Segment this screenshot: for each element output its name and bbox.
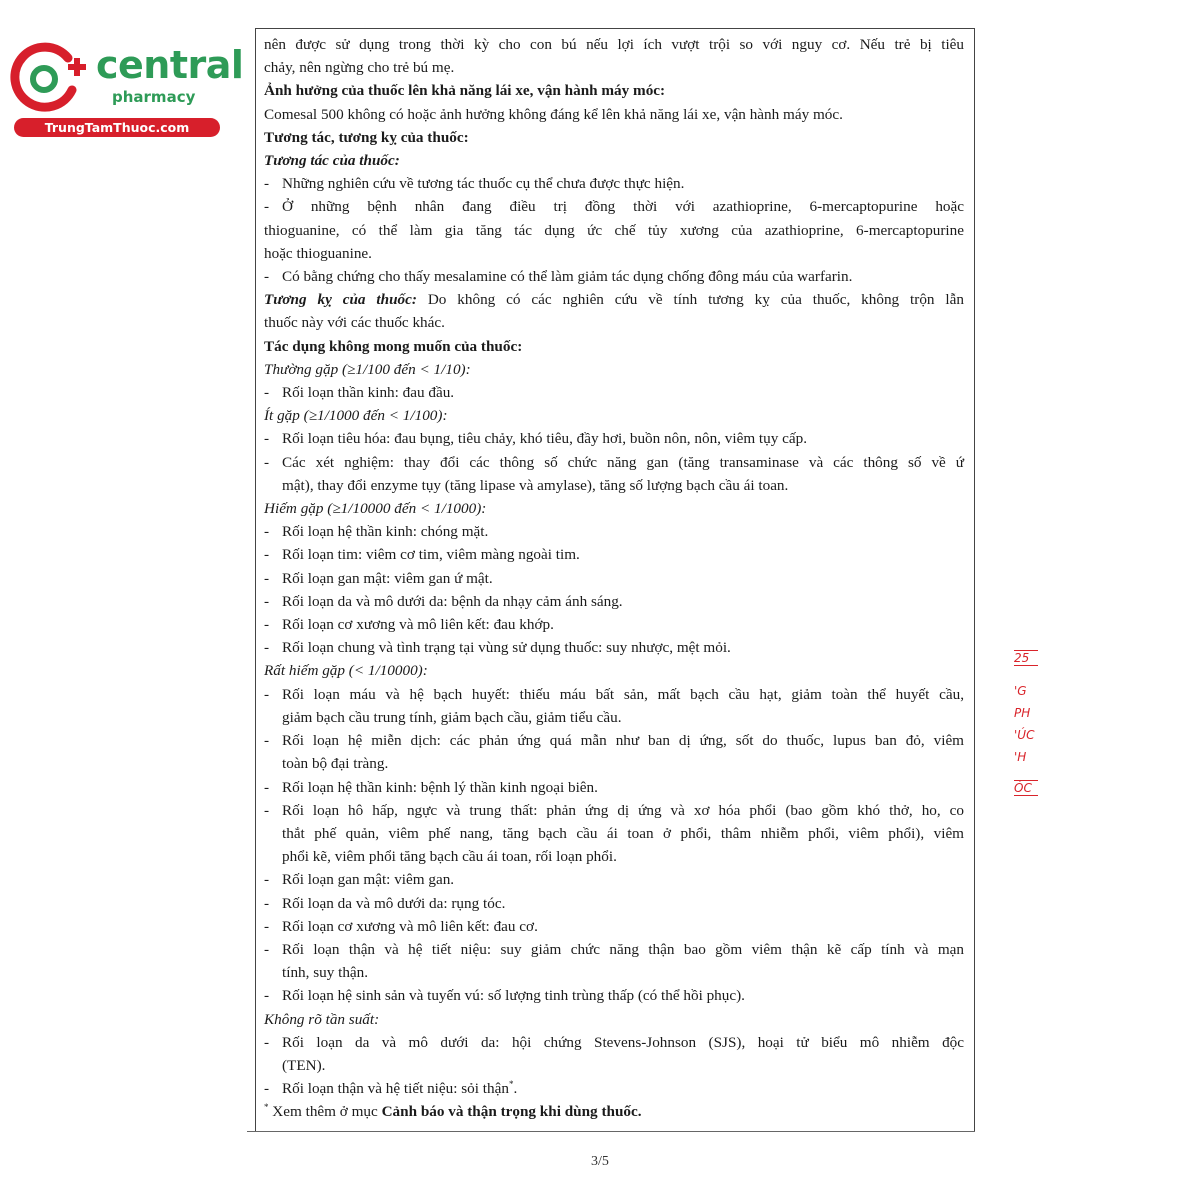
list-item-text: Rối loạn hệ thần kinh: chóng mặt.: [282, 523, 489, 541]
frequency-label-common: Thường gặp (≥1/100 đến < 1/10):: [264, 360, 471, 378]
frequency-label-unknown: Không rõ tần suất:: [264, 1010, 380, 1028]
text-line: phổi kẽ, viêm phổi tăng bạch cầu ái toan, rối loạn phổi.: [282, 848, 617, 866]
list-item-text: Rối loạn hệ sinh sản và tuyến vú: số lượng tinh trùng thấp (có thể hồi phục).: [282, 987, 745, 1005]
text-line: chảy, nên ngừng cho trẻ bú mẹ.: [264, 59, 455, 77]
document-content: [264, 33, 964, 1124]
bullet-dash: -: [264, 546, 270, 564]
list-item-text: Rối loạn tim: viêm cơ tim, viêm màng ngoài tim.: [282, 546, 580, 564]
bullet-dash: -: [264, 523, 270, 541]
subheading-interactions: Tương tác của thuốc:: [264, 152, 400, 170]
text-line: Comesal 500 không có hoặc ảnh hưởng không đáng kể lên khả năng lái xe, vận hành máy móc.: [264, 105, 843, 123]
text-line: giảm bạch cầu trung tính, giảm bạch cầu, giảm tiểu cầu.: [282, 708, 622, 726]
text-line: mật), thay đổi enzyme tụy (tăng lipase và amylase), tăng số lượng bạch cầu ái toan.: [282, 476, 789, 494]
list-item-text: Rối loạn da và mô dưới da: rụng tóc.: [282, 894, 506, 912]
incompatibility-paragraph: [264, 288, 964, 311]
list-item: [264, 1031, 964, 1054]
list-item: [264, 451, 964, 474]
logo-subtitle: pharmacy: [112, 88, 196, 106]
bullet-dash: -: [264, 175, 270, 193]
list-item-text: Rối loạn gan mật: viêm gan ứ mật.: [282, 569, 493, 587]
text-line: tính, suy thận.: [282, 964, 369, 982]
frequency-label-rare: Hiếm gặp (≥1/10000 đến < 1/1000):: [264, 500, 487, 518]
approval-stamp-fragment: [1014, 640, 1042, 810]
bullet-dash: -: [264, 616, 270, 634]
stamp-text: 'G: [1014, 684, 1027, 698]
stamp-text: 25: [1014, 650, 1038, 666]
stamp-text: 'ÚC: [1014, 728, 1035, 742]
text-line: thuốc này với các thuốc khác.: [264, 314, 445, 332]
list-item: [264, 381, 964, 404]
list-item-text: Có bằng chứng cho thấy mesalamine có thể làm giảm tác dụng chống đông máu của warfarin.: [282, 268, 853, 286]
list-item: [264, 892, 964, 915]
bullet-dash: -: [264, 940, 270, 958]
list-item: [264, 427, 964, 450]
bullet-dash: -: [264, 569, 270, 587]
bullet-dash: -: [264, 268, 270, 286]
list-item: [264, 938, 964, 961]
bullet-dash: -: [264, 987, 270, 1005]
list-item: [264, 636, 964, 659]
bullet-dash: -: [264, 685, 270, 703]
stamp-text: 'H: [1014, 750, 1027, 764]
list-item-text: Rối loạn thận và hệ tiết niệu: suy giảm chức năng thận bao gồm viêm thận kẽ cấp tính và mạn: [282, 940, 964, 958]
list-item-text: Rối loạn cơ xương và mô liên kết: đau cơ.: [282, 917, 538, 935]
section-heading-adverse: Tác dụng không mong muốn của thuốc:: [264, 337, 523, 355]
list-item: [264, 984, 964, 1007]
list-item: [264, 265, 964, 288]
list-item: [264, 567, 964, 590]
footnote: [264, 1100, 964, 1123]
bullet-dash: -: [264, 801, 270, 819]
list-item: [264, 683, 964, 706]
text-span: Do không có các nghiên cứu về tính tương kỵ của thuốc, không trộn lẫn: [416, 291, 964, 309]
text-span: Rối loạn thận và hệ tiết niệu: sỏi thận: [282, 1080, 509, 1098]
list-item: [264, 868, 964, 891]
text-line: toàn bộ đại tràng.: [282, 755, 389, 773]
bullet-dash: -: [264, 430, 270, 448]
central-logo-icon: [10, 38, 92, 120]
list-item-text: Rối loạn thần kinh: đau đầu.: [282, 384, 455, 402]
list-item-text: Các xét nghiệm: thay đổi các thông số chức năng gan (tăng transaminase và các thông số về ứ: [282, 453, 964, 471]
list-item-text: Rối loạn gan mật: viêm gan.: [282, 871, 455, 889]
logo-site-banner: TrungTamThuoc.com: [14, 118, 220, 137]
bullet-dash: -: [264, 732, 270, 750]
footnote-reference: Cảnh báo và thận trọng khi dùng thuốc.: [381, 1103, 642, 1121]
bullet-dash: -: [264, 592, 270, 610]
section-heading-driving: Ảnh hưởng của thuốc lên khả năng lái xe, vận hành máy móc:: [264, 82, 666, 100]
document-page: [255, 28, 975, 1132]
list-item: [264, 172, 964, 195]
list-item: [264, 776, 964, 799]
list-item-text: Rối loạn hệ miễn dịch: các phản ứng quá mẫn như ban dị ứng, sốt do thuốc, lupus ban đỏ, viêm: [282, 732, 964, 750]
list-item: [264, 915, 964, 938]
list-item-text: Rối loạn cơ xương và mô liên kết: đau khớp.: [282, 616, 554, 634]
list-item: [264, 590, 964, 613]
bullet-dash: -: [264, 384, 270, 402]
list-item-text: Rối loạn da và mô dưới da: hội chứng Stevens-Johnson (SJS), hoại tử biểu mô nhiễm độc: [282, 1033, 964, 1051]
list-item: [264, 729, 964, 752]
list-item-text: Những nghiên cứu về tương tác thuốc cụ thể chưa được thực hiện.: [282, 175, 685, 193]
list-item: [264, 195, 964, 218]
bullet-dash: -: [264, 198, 270, 216]
frequency-label-uncommon: Ít gặp (≥1/1000 đến < 1/100):: [264, 407, 448, 425]
list-item-text: Rối loạn thận và hệ tiết niệu: sỏi thận*.: [282, 1079, 518, 1098]
list-item-text: Rối loạn da và mô dưới da: bệnh da nhạy cảm ánh sáng.: [282, 592, 623, 610]
subheading-incompatibility: Tương kỵ của thuốc:: [264, 291, 417, 309]
list-item-text: Rối loạn chung và tình trạng tại vùng sử dụng thuốc: suy nhược, mệt mỏi.: [282, 639, 731, 657]
bullet-dash: -: [264, 1033, 270, 1051]
list-item-text: Rối loạn tiêu hóa: đau bụng, tiêu chảy, khó tiêu, đầy hơi, buồn nôn, nôn, viêm tụy cấp.: [282, 430, 808, 448]
list-item-text: Rối loạn hô hấp, ngực và trung thất: phản ứng dị ứng và xơ hóa phổi (bao gồm khó thở, ho, co: [282, 801, 964, 819]
bullet-dash: -: [264, 778, 270, 796]
footnote-marker: *: [508, 1079, 514, 1090]
list-item: [264, 613, 964, 636]
brand-logo: [10, 38, 244, 138]
bullet-dash: -: [264, 1080, 270, 1098]
bullet-dash: -: [264, 639, 270, 657]
bullet-dash: -: [264, 894, 270, 912]
stamp-text: PH: [1014, 706, 1031, 720]
text-line: nên được sử dụng trong thời kỳ cho con bú nếu lợi ích vượt trội so với nguy cơ. Nếu trẻ bị tiêu: [264, 36, 964, 53]
text-line: thioguanine, có thể làm gia tăng tác dụng ức chế tủy xương của azathioprine, 6-mercaptopurine: [264, 221, 964, 239]
footnote-text: Xem thêm ở mục: [268, 1103, 382, 1121]
list-item: [264, 799, 964, 822]
text-line: (TEN).: [282, 1056, 326, 1074]
frequency-label-very-rare: Rất hiếm gặp (< 1/10000):: [264, 662, 428, 680]
list-item: [264, 543, 964, 566]
list-item-text: Rối loạn máu và hệ bạch huyết: thiếu máu bất sản, mất bạch cầu hạt, giảm toàn thể huyết cầu,: [282, 685, 964, 703]
list-item: [264, 520, 964, 543]
list-item-text: Ở những bệnh nhân đang điều trị đồng thời với azathioprine, 6-mercaptopurine hoặc: [282, 198, 964, 216]
text-line: thắt phế quản, viêm phế nang, tăng bạch cầu ái toan ở phổi, thâm nhiễm phổi, viêm phổi), viêm: [282, 824, 964, 842]
bullet-dash: -: [264, 871, 270, 889]
stamp-text: ÓC: [1014, 780, 1038, 796]
section-heading-interactions: Tương tác, tương kỵ của thuốc:: [264, 128, 469, 146]
list-item-text: Rối loạn hệ thần kinh: bệnh lý thần kinh ngoại biên.: [282, 778, 598, 796]
text-line: hoặc thioguanine.: [264, 244, 372, 262]
footnote-marker: *: [264, 1102, 269, 1113]
bullet-dash: -: [264, 917, 270, 935]
logo-brand-name: central: [96, 43, 244, 87]
bullet-dash: -: [264, 453, 270, 471]
page-number: 3/5: [591, 1154, 609, 1169]
list-item: [264, 1077, 964, 1100]
